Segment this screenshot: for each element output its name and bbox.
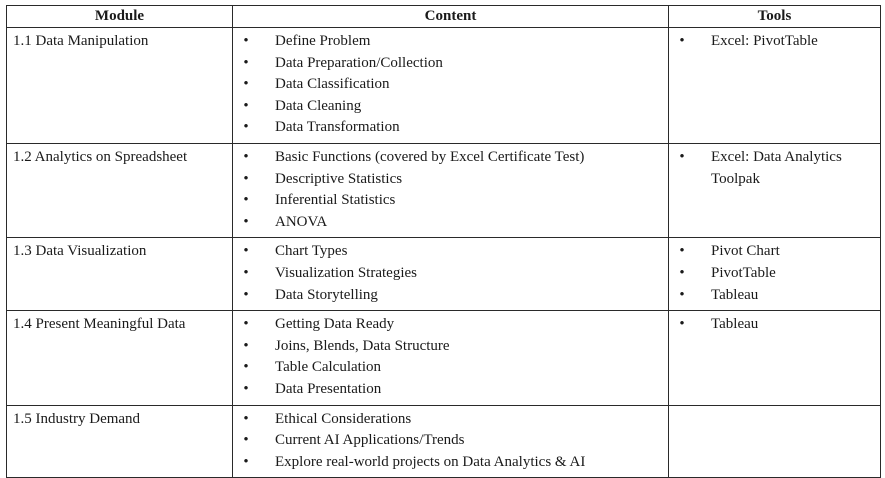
list-item-text: Visualization Strategies bbox=[275, 264, 417, 281]
tools-list bbox=[669, 28, 880, 57]
list-item bbox=[233, 147, 668, 169]
list-item bbox=[669, 241, 880, 263]
list-item-text: Inferential Statistics bbox=[275, 192, 396, 209]
list-item bbox=[233, 212, 668, 234]
content-cell bbox=[233, 28, 669, 144]
bullet-icon: • bbox=[243, 410, 249, 427]
tools-cell bbox=[669, 143, 881, 237]
content-list bbox=[233, 311, 668, 404]
list-item bbox=[233, 336, 668, 358]
curriculum-table bbox=[6, 5, 881, 478]
bullet-icon: • bbox=[243, 453, 249, 470]
list-item-text: Ethical Considerations bbox=[275, 410, 412, 427]
module-cell bbox=[7, 143, 233, 237]
list-item-text: Getting Data Ready bbox=[275, 316, 395, 333]
bullet-icon: • bbox=[243, 76, 249, 93]
bullet-icon: • bbox=[243, 54, 249, 71]
list-item-text: Data Preparation/Collection bbox=[275, 54, 443, 71]
list-item bbox=[669, 31, 880, 53]
header-row bbox=[7, 6, 881, 28]
content-cell bbox=[233, 143, 669, 237]
list-item-text: Joins, Blends, Data Structure bbox=[275, 337, 450, 354]
table-row bbox=[7, 143, 881, 237]
module-name: 1.2 Analytics on Spreadsheet bbox=[13, 148, 188, 165]
list-item bbox=[233, 452, 668, 474]
module-name: 1.1 Data Manipulation bbox=[13, 33, 149, 49]
list-item-text: Current AI Applications/Trends bbox=[275, 432, 465, 449]
bullet-icon: • bbox=[243, 119, 249, 136]
module-cell bbox=[7, 28, 233, 144]
list-item-text: Data Presentation bbox=[275, 380, 382, 397]
list-item-text: Tableau bbox=[711, 316, 759, 333]
list-item-text: Basic Functions (covered by Excel Certificate Test) bbox=[275, 148, 585, 165]
bullet-icon: • bbox=[679, 316, 685, 333]
tools-list bbox=[669, 406, 880, 413]
header-tools: Tools bbox=[669, 6, 881, 28]
tools-cell bbox=[669, 28, 881, 144]
module-cell bbox=[7, 238, 233, 311]
module-cell bbox=[7, 405, 233, 478]
header-content: Content bbox=[233, 6, 669, 28]
list-item bbox=[233, 285, 668, 307]
table-row bbox=[7, 405, 881, 478]
content-list bbox=[233, 406, 668, 478]
tools-cell bbox=[669, 311, 881, 405]
list-item bbox=[233, 379, 668, 401]
list-item-text: Descriptive Statistics bbox=[275, 170, 403, 187]
content-list bbox=[233, 28, 668, 143]
list-item bbox=[669, 314, 880, 336]
list-item bbox=[233, 357, 668, 379]
list-item bbox=[233, 169, 668, 191]
list-item-text: Pivot Chart bbox=[711, 243, 780, 260]
bullet-icon: • bbox=[243, 97, 249, 114]
list-item bbox=[669, 263, 880, 285]
bullet-icon: • bbox=[243, 359, 249, 376]
list-item bbox=[233, 314, 668, 336]
list-item-text: Tableau bbox=[711, 286, 759, 303]
list-item bbox=[233, 96, 668, 118]
list-item bbox=[233, 117, 668, 139]
list-item-text: Chart Types bbox=[275, 243, 348, 260]
content-cell bbox=[233, 405, 669, 478]
bullet-icon: • bbox=[243, 432, 249, 449]
bullet-icon: • bbox=[679, 148, 685, 165]
list-item-text: Table Calculation bbox=[275, 359, 381, 376]
module-cell bbox=[7, 311, 233, 405]
bullet-icon: • bbox=[243, 337, 249, 354]
bullet-icon: • bbox=[243, 170, 249, 187]
bullet-icon: • bbox=[243, 286, 249, 303]
bullet-icon: • bbox=[243, 213, 249, 230]
table-body bbox=[7, 28, 881, 478]
bullet-icon: • bbox=[679, 264, 685, 281]
bullet-icon: • bbox=[243, 380, 249, 397]
table-row bbox=[7, 238, 881, 311]
table-row bbox=[7, 311, 881, 405]
content-cell bbox=[233, 311, 669, 405]
list-item-text: Excel: Data Analytics Toolpak bbox=[711, 148, 842, 187]
tools-list bbox=[669, 144, 880, 194]
content-cell bbox=[233, 238, 669, 311]
list-item-text: Excel: PivotTable bbox=[711, 33, 818, 49]
list-item-text: Define Problem bbox=[275, 33, 371, 49]
bullet-icon: • bbox=[243, 243, 249, 260]
list-item bbox=[233, 430, 668, 452]
bullet-icon: • bbox=[679, 286, 685, 303]
tools-list bbox=[669, 311, 880, 340]
bullet-icon: • bbox=[243, 192, 249, 209]
list-item bbox=[233, 409, 668, 431]
bullet-icon: • bbox=[679, 33, 685, 49]
table-row bbox=[7, 28, 881, 144]
list-item bbox=[669, 285, 880, 307]
bullet-icon: • bbox=[679, 243, 685, 260]
header-module: Module bbox=[7, 6, 233, 28]
list-item-text: Data Classification bbox=[275, 76, 390, 93]
module-name: 1.3 Data Visualization bbox=[13, 243, 147, 260]
list-item-text: Data Storytelling bbox=[275, 286, 378, 303]
list-item-text: Explore real-world projects on Data Analytics & AI bbox=[275, 453, 586, 470]
bullet-icon: • bbox=[243, 33, 249, 49]
list-item bbox=[233, 53, 668, 75]
module-name: 1.4 Present Meaningful Data bbox=[13, 316, 186, 333]
list-item-text: PivotTable bbox=[711, 264, 776, 281]
content-list bbox=[233, 144, 668, 237]
tools-cell bbox=[669, 405, 881, 478]
module-name: 1.5 Industry Demand bbox=[13, 410, 141, 427]
list-item-text: Data Transformation bbox=[275, 119, 400, 136]
list-item-text: Data Cleaning bbox=[275, 97, 362, 114]
list-item bbox=[233, 31, 668, 53]
tools-list bbox=[669, 238, 880, 310]
bullet-icon: • bbox=[243, 316, 249, 333]
list-item bbox=[233, 74, 668, 96]
bullet-icon: • bbox=[243, 148, 249, 165]
content-list bbox=[233, 238, 668, 310]
list-item bbox=[233, 263, 668, 285]
bullet-icon: • bbox=[243, 264, 249, 281]
list-item bbox=[233, 190, 668, 212]
list-item bbox=[669, 147, 880, 190]
tools-cell bbox=[669, 238, 881, 311]
list-item bbox=[233, 241, 668, 263]
list-item-text: ANOVA bbox=[275, 213, 328, 230]
